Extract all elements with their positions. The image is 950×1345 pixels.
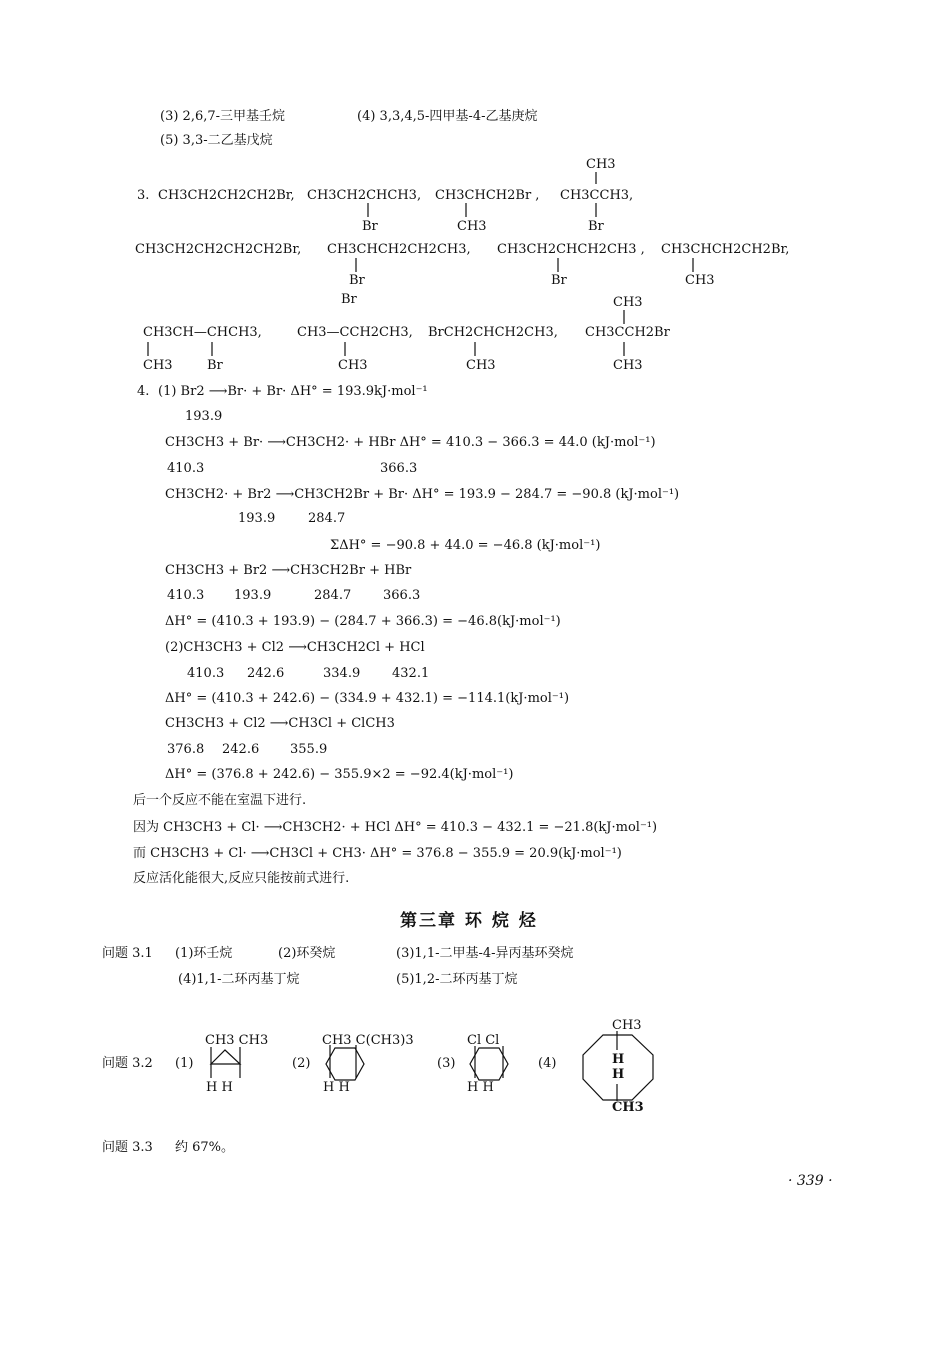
formula-r1-a: CH3CH2CH2CH2Br, bbox=[158, 188, 295, 203]
structure-2-label: (2) bbox=[292, 1056, 311, 1071]
q4-line-10: ΔH° = (410.3 + 193.9) − (284.7 + 366.3) = −46.8(kJ·mol⁻¹) bbox=[165, 614, 561, 629]
q4-line-12a: 410.3 bbox=[187, 666, 225, 681]
formula-r3-c-ch3: CH3 bbox=[466, 358, 496, 373]
structure-4-h1: H bbox=[612, 1052, 625, 1067]
structure-2-h: H H bbox=[323, 1080, 350, 1095]
q4-line-2: 193.9 bbox=[185, 409, 223, 424]
structure-4-h2: H bbox=[612, 1067, 625, 1082]
q4-line-7: ΣΔH° = −90.8 + 44.0 = −46.8 (kJ·mol⁻¹) bbox=[330, 538, 601, 553]
problem-3-1-b: (2)环癸烷 bbox=[278, 946, 336, 961]
q4-line-15c: 355.9 bbox=[290, 742, 328, 757]
formula-r3-a: CH3CH—CHCH3, bbox=[143, 325, 262, 340]
formula-r3-d: CH3CCH2Br bbox=[585, 325, 670, 340]
formula-r3-a-br: Br bbox=[207, 358, 223, 373]
q4-line-6a: 193.9 bbox=[238, 511, 276, 526]
q4-line-16: ΔH° = (376.8 + 242.6) − 355.9×2 = −92.4(kJ·mol⁻¹) bbox=[165, 767, 514, 782]
problem-3-1-a: (1)环壬烷 bbox=[175, 946, 233, 961]
formula-r3-c: BrCH2CHCH2CH3, bbox=[428, 325, 558, 340]
structure-2-top: CH3 C(CH3)3 bbox=[322, 1033, 414, 1048]
name-item-5: (5) 3,3-二乙基戊烷 bbox=[160, 133, 273, 148]
q4-line-9c: 284.7 bbox=[314, 588, 352, 603]
page-number: · 339 · bbox=[788, 1173, 833, 1189]
structure-4-top: CH3 bbox=[612, 1018, 642, 1033]
formula-r2-b-br: Br bbox=[349, 273, 365, 288]
formula-r2-a: CH3CH2CH2CH2CH2Br, bbox=[135, 242, 302, 257]
q4-line-4a: 410.3 bbox=[167, 461, 205, 476]
formula-r2-b: CH3CHCH2CH2CH3, bbox=[327, 242, 471, 257]
problem-3-3-label: 问题 3.3 bbox=[102, 1140, 153, 1155]
structure-4-label: (4) bbox=[538, 1056, 557, 1071]
question-4-number: 4. bbox=[137, 384, 150, 399]
question-3-number: 3. bbox=[137, 188, 150, 203]
structure-3-top: Cl Cl bbox=[467, 1033, 500, 1048]
formula-r1-c-ch3: CH3 bbox=[457, 219, 487, 234]
formula-r1-c: CH3CHCH2Br , bbox=[435, 188, 540, 203]
q4-line-1: (1) Br2 ⟶Br· + Br· ΔH° = 193.9kJ·mol⁻¹ bbox=[158, 384, 428, 399]
formula-r2-c-br: Br bbox=[551, 273, 567, 288]
formula-r2-c: CH3CH2CHCH2CH3 , bbox=[497, 242, 645, 257]
q4-line-6b: 284.7 bbox=[308, 511, 346, 526]
formula-r3-b-ch3: CH3 bbox=[338, 358, 368, 373]
chapter-title: 第三章 环 烷 烃 bbox=[400, 911, 538, 931]
q4-line-20: 反应活化能很大,反应只能按前式进行. bbox=[133, 871, 350, 886]
q4-line-15a: 376.8 bbox=[167, 742, 205, 757]
structure-3-h: H H bbox=[467, 1080, 494, 1095]
problem-3-3-answer: 约 67%。 bbox=[175, 1140, 235, 1155]
q4-line-5: CH3CH2· + Br2 ⟶CH3CH2Br + Br· ΔH° = 193.9 − 284.7 = −90.8 (kJ·mol⁻¹) bbox=[165, 487, 680, 502]
problem-3-1-e: (5)1,2-二环丙基丁烷 bbox=[396, 972, 518, 987]
structure-1-h: H H bbox=[206, 1080, 233, 1095]
formula-r1-d-top: CH3 bbox=[586, 157, 616, 172]
formula-r1-b-br: Br bbox=[362, 219, 378, 234]
q4-line-9a: 410.3 bbox=[167, 588, 205, 603]
q4-line-17: 后一个反应不能在室温下进行. bbox=[133, 793, 307, 808]
structure-1-label: (1) bbox=[175, 1056, 194, 1071]
q4-line-4b: 366.3 bbox=[380, 461, 418, 476]
formula-r1-b: CH3CH2CHCH3, bbox=[307, 188, 422, 203]
q4-line-12b: 242.6 bbox=[247, 666, 285, 681]
formula-r2-d: CH3CHCH2CH2Br, bbox=[661, 242, 790, 257]
problem-3-1-d: (4)1,1-二环丙基丁烷 bbox=[178, 972, 300, 987]
q4-line-14: CH3CH3 + Cl2 ⟶CH3Cl + ClCH3 bbox=[165, 716, 395, 731]
name-item-3: (3) 2,6,7-三甲基壬烷 bbox=[160, 109, 286, 124]
q4-line-12d: 432.1 bbox=[392, 666, 430, 681]
formula-r3-a-ch3: CH3 bbox=[143, 358, 173, 373]
problem-3-2-label: 问题 3.2 bbox=[102, 1056, 153, 1071]
name-item-4: (4) 3,3,4,5-四甲基-4-乙基庚烷 bbox=[357, 109, 538, 124]
structure-3-label: (3) bbox=[437, 1056, 456, 1071]
structure-4-bottom: CH3 bbox=[612, 1100, 644, 1115]
formula-r2-d-ch3: CH3 bbox=[685, 273, 715, 288]
formula-r1-d: CH3CCH3, bbox=[560, 188, 634, 203]
structure-1-top: CH3 CH3 bbox=[205, 1033, 269, 1048]
q4-line-9b: 193.9 bbox=[234, 588, 272, 603]
q4-line-3: CH3CH3 + Br· ⟶CH3CH2· + HBr ΔH° = 410.3 − 366.3 = 44.0 (kJ·mol⁻¹) bbox=[165, 435, 656, 450]
formula-r3-br: Br bbox=[341, 292, 357, 307]
formula-r3-d-bot: CH3 bbox=[613, 358, 643, 373]
q4-line-12c: 334.9 bbox=[323, 666, 361, 681]
q4-line-11: (2)CH3CH3 + Cl2 ⟶CH3CH2Cl + HCl bbox=[165, 640, 425, 655]
formula-r3-b: CH3—CCH2CH3, bbox=[297, 325, 413, 340]
formula-r1-d-br: Br bbox=[588, 219, 604, 234]
q4-line-18: 因为 CH3CH3 + Cl· ⟶CH3CH2· + HCl ΔH° = 410.3 − 432.1 = −21.8(kJ·mol⁻¹) bbox=[133, 820, 658, 835]
formula-r3-d-top: CH3 bbox=[613, 295, 643, 310]
q4-line-9d: 366.3 bbox=[383, 588, 421, 603]
problem-3-1-label: 问题 3.1 bbox=[102, 946, 153, 961]
q4-line-15b: 242.6 bbox=[222, 742, 260, 757]
problem-3-1-c: (3)1,1-二甲基-4-异丙基环癸烷 bbox=[396, 946, 574, 961]
q4-line-19: 而 CH3CH3 + Cl· ⟶CH3Cl + CH3· ΔH° = 376.8 − 355.9 = 20.9(kJ·mol⁻¹) bbox=[133, 846, 622, 861]
q4-line-8: CH3CH3 + Br2 ⟶CH3CH2Br + HBr bbox=[165, 563, 412, 578]
q4-line-13: ΔH° = (410.3 + 242.6) − (334.9 + 432.1) = −114.1(kJ·mol⁻¹) bbox=[165, 691, 570, 706]
